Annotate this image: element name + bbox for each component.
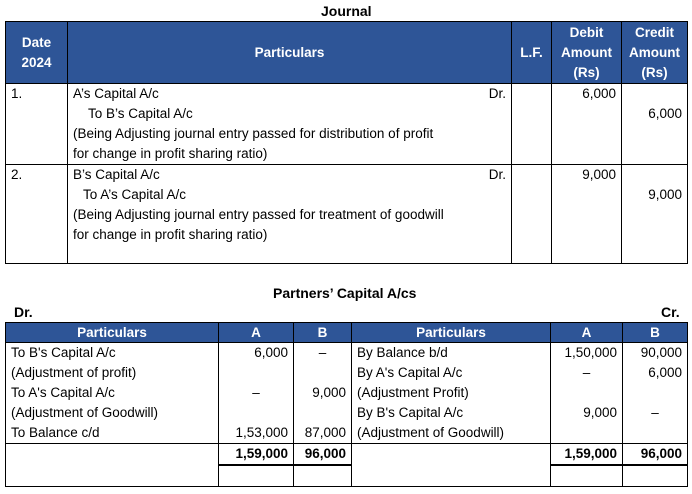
cr-a-amount: – [551, 363, 623, 383]
cr-particular: By Balance b/d [352, 343, 551, 364]
journal-entry [6, 84, 688, 165]
ledger-row [6, 343, 688, 364]
credit-amount: 6,000 [622, 84, 688, 165]
blank-cell [623, 465, 688, 487]
dr-b-amount [294, 403, 352, 423]
dr-particular: To B's Capital A/c [6, 343, 219, 364]
cr-particular: By B's Capital A/c [352, 403, 551, 423]
dr-particular: (Adjustment of profit) [6, 363, 219, 383]
dr-side-label: Dr. [14, 304, 33, 320]
particulars-header: Particulars [68, 22, 512, 84]
cr-a-amount: 1,50,000 [551, 343, 623, 364]
ledger-row [6, 403, 688, 423]
cr-particular: (Adjustment Profit) [352, 383, 551, 403]
dr-a-amount: 6,000 [219, 343, 294, 364]
entry-number: 2. [6, 165, 68, 264]
debit-header: Debit Amount (Rs) [552, 22, 622, 84]
ledger-row [6, 363, 688, 383]
cr-a-total: 1,59,000 [551, 444, 623, 466]
blank-cell [352, 465, 551, 487]
ledger-blank-row [6, 465, 688, 487]
cr-b-amount: – [623, 403, 688, 423]
journal-title: Journal [321, 3, 372, 19]
debit-account: A’s Capital A/c [73, 86, 159, 101]
dr-a-total: 1,59,000 [219, 444, 294, 466]
dr-b-total: 96,000 [294, 444, 352, 466]
dr-b-amount: 9,000 [294, 383, 352, 403]
credit-account: To B’s Capital A/c [88, 106, 193, 121]
dr-b-amount: 87,000 [294, 423, 352, 444]
dr-particular: To Balance c/d [6, 423, 219, 444]
dr-b-amount: – [294, 343, 352, 364]
entry-particulars [68, 84, 512, 165]
narration: (Being Adjusting journal entry passed for treatment of goodwill [73, 207, 444, 222]
credit-amount: 9,000 [622, 165, 688, 264]
dr-a-header: A [219, 323, 294, 343]
cr-a-amount [551, 383, 623, 403]
dr-label: Dr. [488, 86, 506, 101]
dr-total-label [6, 444, 219, 466]
cr-b-amount: 90,000 [623, 343, 688, 364]
entry-particulars [68, 165, 512, 264]
cr-particulars-header: Particulars [352, 323, 551, 343]
debit-account: B’s Capital A/c [73, 167, 160, 182]
cr-total-label [352, 444, 551, 466]
narration: for change in profit sharing ratio) [73, 227, 268, 242]
debit-amount: 9,000 [552, 165, 622, 264]
journal-entry [6, 165, 688, 264]
ledger-table [5, 322, 688, 487]
cr-b-amount [623, 383, 688, 403]
cr-a-header: A [551, 323, 623, 343]
cr-b-header: B [623, 323, 688, 343]
ledger-title: Partners’ Capital A/cs [273, 285, 417, 301]
ledger-row [6, 423, 688, 444]
dr-a-amount: 1,53,000 [219, 423, 294, 444]
narration: (Being Adjusting journal entry passed for distribution of profit [73, 126, 434, 141]
cr-a-amount: 9,000 [551, 403, 623, 423]
dr-particulars-header: Particulars [6, 323, 219, 343]
journal-table [5, 21, 688, 264]
debit-amount: 6,000 [552, 84, 622, 165]
dr-label: Dr. [488, 167, 506, 182]
dr-a-amount [219, 403, 294, 423]
dr-particular: To A's Capital A/c [6, 383, 219, 403]
blank-cell [6, 465, 219, 487]
dr-b-header: B [294, 323, 352, 343]
journal-header-row [6, 22, 688, 84]
cr-side-label: Cr. [661, 304, 680, 320]
dr-particular: (Adjustment of Goodwill) [6, 403, 219, 423]
lf-cell [512, 84, 552, 165]
date-header: Date 2024 [6, 22, 68, 84]
credit-header: Credit Amount (Rs) [622, 22, 688, 84]
lf-header: L.F. [512, 22, 552, 84]
dr-a-amount [219, 363, 294, 383]
cr-b-total: 96,000 [623, 444, 688, 466]
cr-particular: (Adjustment of Goodwill) [352, 423, 551, 444]
ledger-row [6, 383, 688, 403]
cr-b-amount [623, 423, 688, 444]
lf-cell [512, 165, 552, 264]
blank-cell [294, 465, 352, 487]
narration: for change in profit sharing ratio) [73, 146, 268, 161]
cr-a-amount [551, 423, 623, 444]
blank-cell [219, 465, 294, 487]
blank-cell [551, 465, 623, 487]
dr-a-amount: – [219, 383, 294, 403]
dr-b-amount [294, 363, 352, 383]
cr-particular: By A's Capital A/c [352, 363, 551, 383]
entry-number: 1. [6, 84, 68, 165]
ledger-header-row [6, 323, 688, 343]
cr-b-amount: 6,000 [623, 363, 688, 383]
credit-account: To A’s Capital A/c [83, 187, 187, 202]
ledger-total-row [6, 444, 688, 466]
